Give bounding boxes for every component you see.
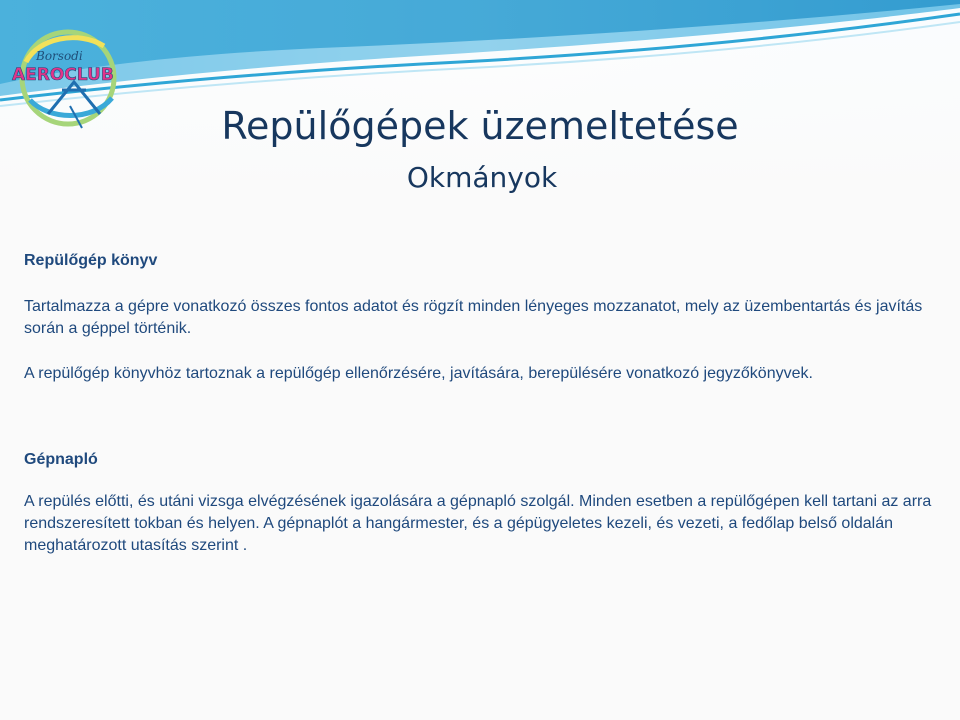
section-heading-repulogep-konyv: Repülőgép könyv: [24, 252, 158, 269]
logo-script-text: Borsodi: [36, 49, 83, 63]
slide-body: [24, 250, 944, 557]
logo-main-text: AEROCLUB: [12, 65, 114, 85]
paragraph-konyv-jegyzokonyvek: A repülőgép könyvhöz tartoznak a repülőgép ellenőrzésére, javítására, berepülésére vonatkozó jegyzőkönyvek.: [24, 365, 813, 382]
paragraph-gepnaplo: A repülés előtti, és utáni vizsga elvégzésének igazolására a gépnapló szolgál. Minden esetben a repülőgépen kell tartani az arra rendszeresített tokban és helyen. A gépnaplót a hangármester, és a gépügyeletes kezeli, és vezeti, a fedőlap belső oldalán meghatározott utasítás szerint .: [24, 493, 932, 554]
paragraph-konyv-contents: Tartalmazza a gépre vonatkozó összes fontos adatot és rögzít minden lényeges mozzanatot, mely az üzembentartás és javítás során a géppel történik.: [24, 298, 923, 337]
section-heading-gepnaplo: Gépnapló: [24, 451, 98, 468]
aeroclub-logo: [8, 22, 132, 132]
slide-subtitle: Okmányok: [406, 161, 558, 194]
slide-title: Repülőgépek üzemeltetése: [221, 104, 739, 148]
